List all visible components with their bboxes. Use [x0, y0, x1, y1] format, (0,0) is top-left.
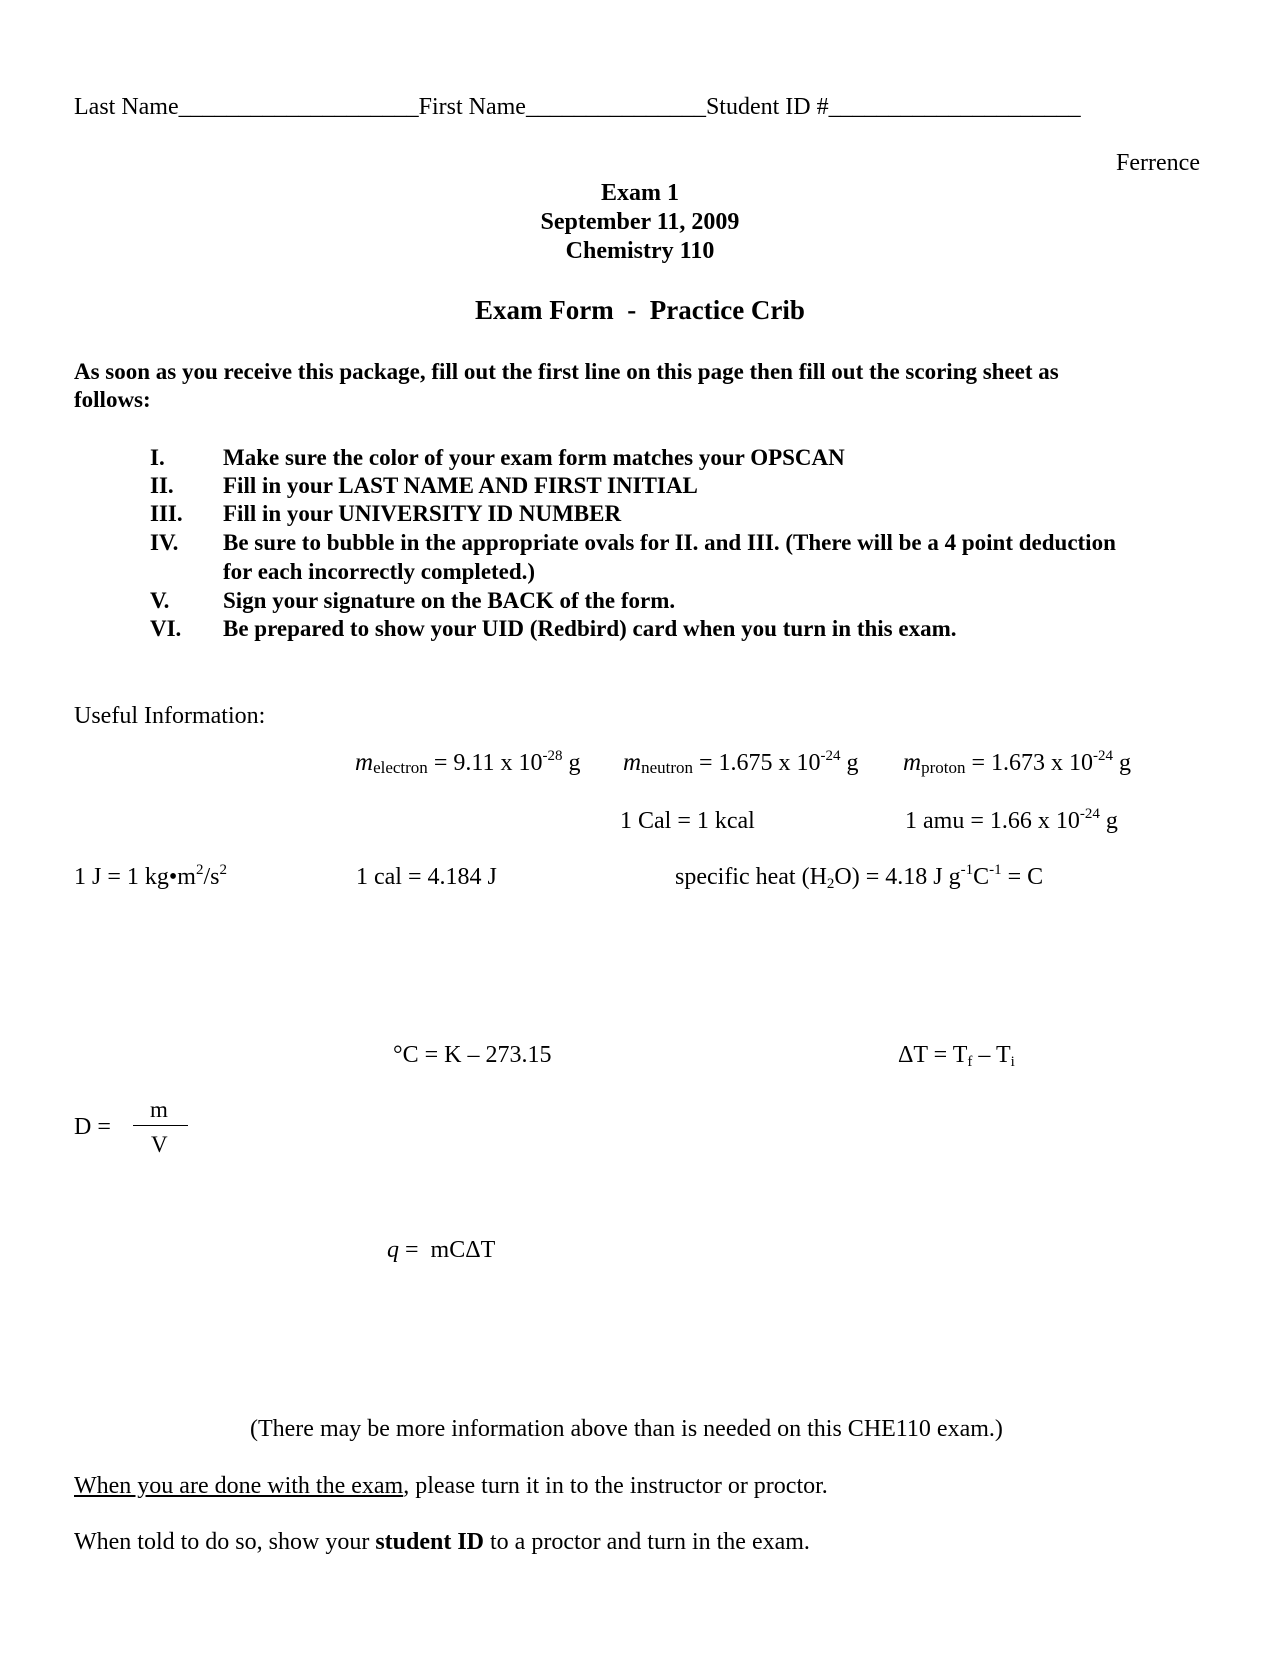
first-name-label: First Name	[418, 94, 526, 120]
note-extra-info: (There may be more information above than is needed on this CHE110 exam.)	[250, 1416, 1003, 1442]
first-name-blank[interactable]: _______________	[525, 94, 706, 120]
density-denominator: V	[151, 1132, 168, 1157]
instruction-text: Be sure to bubble in the appropriate ovals for II. and III. (There will be a 4 point deduction	[223, 530, 1116, 555]
instruction-number: II.	[150, 473, 174, 498]
instruction-number: V.	[150, 588, 170, 613]
exam-form-heading: Exam Form - Practice Crib	[475, 295, 805, 325]
heat-equation: q = mCΔT	[387, 1237, 496, 1263]
specific-heat: specific heat $(H_2O) = 4.18$ J $g^{-1}C^{-1} = C$	[675, 862, 1044, 892]
proton-mass: mproton = 1.673 x $10^{-24}$ g	[903, 748, 1131, 777]
delta-t: $\Delta T = T_f - T_i$	[898, 1042, 1015, 1070]
name-line	[74, 94, 1081, 121]
instructor-name: Ferrence	[1116, 150, 1200, 176]
exam-date: September 11, 2009	[540, 209, 740, 235]
cal-joule: 1 cal = 4.184 J	[356, 864, 497, 890]
intro-line-1: As soon as you receive this package, fill out the first line on this page then fill out the scoring sheet as	[74, 359, 1059, 384]
student-id-label: Student ID #	[705, 94, 829, 120]
electron-mass: melectron = 9.11 x $10^{-28}$ g	[355, 748, 581, 777]
cal-kcal: 1 Cal = 1 kcal	[620, 808, 755, 834]
useful-info-heading: Useful Information:	[74, 703, 266, 729]
amu-conversion: 1 amu = 1.66 x $10^{-24}$ g	[905, 806, 1118, 834]
instruction-text: Sign your signature on the BACK of the form.	[223, 588, 676, 613]
student-id-blank[interactable]: _____________________	[828, 94, 1081, 120]
instruction-text: Fill in your LAST NAME AND FIRST INITIAL	[223, 473, 698, 498]
instruction-number: VI.	[150, 616, 182, 641]
show-id-instruction: When told to do so, show your student ID to a proctor and turn in the exam.	[74, 1529, 810, 1555]
instruction-number: IV.	[150, 530, 179, 555]
instruction-number: I.	[150, 445, 165, 470]
instruction-text: Be prepared to show your UID (Redbird) card when you turn in this exam.	[223, 616, 957, 641]
celsius-kelvin: °C = K – 273.15	[393, 1042, 552, 1068]
intro-line-2: follows:	[74, 387, 151, 412]
done-instruction: When you are done with the exam, please turn it in to the instructor or proctor.	[74, 1473, 828, 1499]
density-lhs: D =	[74, 1114, 111, 1140]
instruction-text: Make sure the color of your exam form matches your OPSCAN	[223, 445, 845, 470]
last-name-blank[interactable]: ____________________	[178, 94, 419, 120]
instruction-text: for each incorrectly completed.)	[223, 559, 536, 584]
exam-title: Exam 1	[601, 180, 679, 206]
course-name: Chemistry 110	[565, 238, 715, 264]
instruction-text: Fill in your UNIVERSITY ID NUMBER	[223, 501, 622, 526]
neutron-mass: mneutron = 1.675 x $10^{-24}$ g	[623, 748, 859, 777]
density-numerator: m	[150, 1097, 168, 1122]
joule-definition: 1 J = 1 $kg•m^2/s^2$	[74, 862, 227, 890]
last-name-label: Last Name	[74, 94, 179, 120]
fraction-bar	[133, 1125, 188, 1126]
instruction-number: III.	[150, 501, 183, 526]
